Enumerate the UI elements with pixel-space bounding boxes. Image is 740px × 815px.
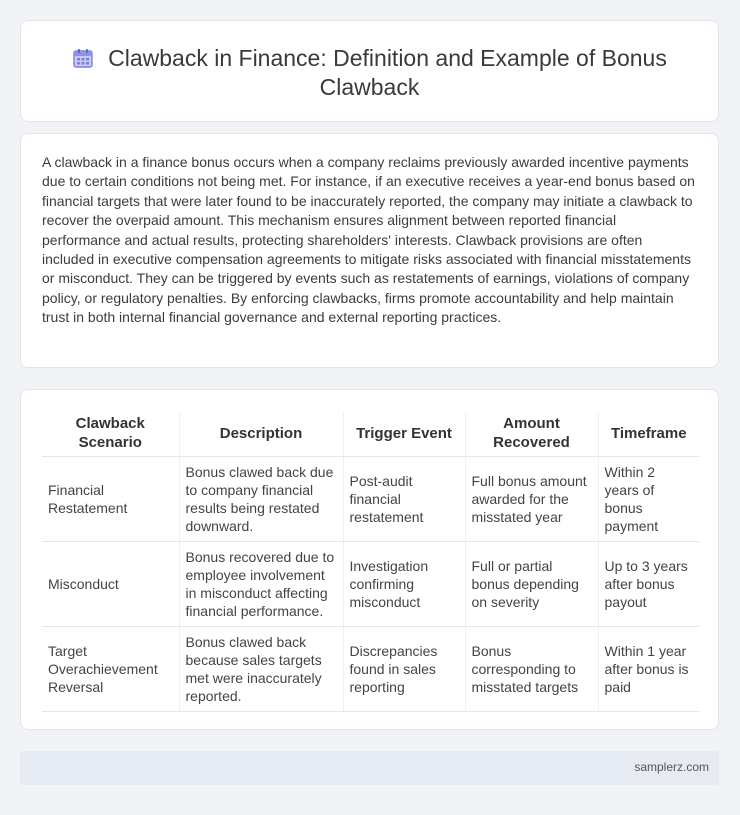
clawback-table — [42, 412, 699, 712]
table-cell: Target Overachievement Reversal — [42, 627, 179, 712]
table-cell: Within 2 years of bonus payment — [598, 457, 699, 542]
table-cell: Within 1 year after bonus is paid — [598, 627, 699, 712]
intro-card — [20, 133, 719, 368]
header-card — [20, 20, 719, 122]
table-row — [42, 542, 699, 627]
table-cell: Post-audit financial restatement — [343, 457, 465, 542]
table-cell: Full bonus amount awarded for the misstated year — [465, 457, 598, 542]
table-card — [20, 389, 719, 730]
intro-paragraph: A clawback in a finance bonus occurs when a company reclaims previously awarded incentive payments due to certain conditions not being met. For instance, if an executive receives a year-end bonus based on financial targets that were later found to be inaccurately reported, the company may initiate a clawback to recover the overpaid amount. This mechanism ensures alignment between reported financial performance and actual results, protecting shareholders' interests. Clawback provisions are often included in executive compensation agreements to mitigate risks associated with financial misstatements or misconduct. They can be triggered by events such as restatements of earnings, violations of company policy, or regulatory penalties. By enforcing clawbacks, firms promote accountability and help maintain trust in both internal financial governance and external reporting practices. — [42, 154, 695, 326]
table-cell: Financial Restatement — [42, 457, 179, 542]
table-cell: Bonus corresponding to misstated targets — [465, 627, 598, 712]
column-header: Clawback Scenario — [42, 412, 179, 457]
table-cell: Bonus recovered due to employee involvement in misconduct affecting financial performance. — [179, 542, 343, 627]
footer-site-link[interactable]: samplerz.com — [634, 760, 709, 774]
table-header-row — [42, 412, 699, 457]
table-cell: Bonus clawed back due to company financial results being restated downward. — [179, 457, 343, 542]
calendar-icon — [72, 47, 94, 69]
page-title — [61, 44, 678, 102]
column-header: Description — [179, 412, 343, 457]
footer-bar — [20, 751, 719, 785]
table-cell: Misconduct — [42, 542, 179, 627]
page-title-text: Clawback in Finance: Definition and Example of Bonus Clawback — [108, 45, 667, 100]
table-cell: Up to 3 years after bonus payout — [598, 542, 699, 627]
table-cell: Bonus clawed back because sales targets met were inaccurately reported. — [179, 627, 343, 712]
table-row — [42, 627, 699, 712]
table-cell: Investigation confirming misconduct — [343, 542, 465, 627]
column-header: Timeframe — [598, 412, 699, 457]
table-cell: Discrepancies found in sales reporting — [343, 627, 465, 712]
table-row — [42, 457, 699, 542]
table-cell: Full or partial bonus depending on severity — [465, 542, 598, 627]
column-header: Trigger Event — [343, 412, 465, 457]
column-header: Amount Recovered — [465, 412, 598, 457]
